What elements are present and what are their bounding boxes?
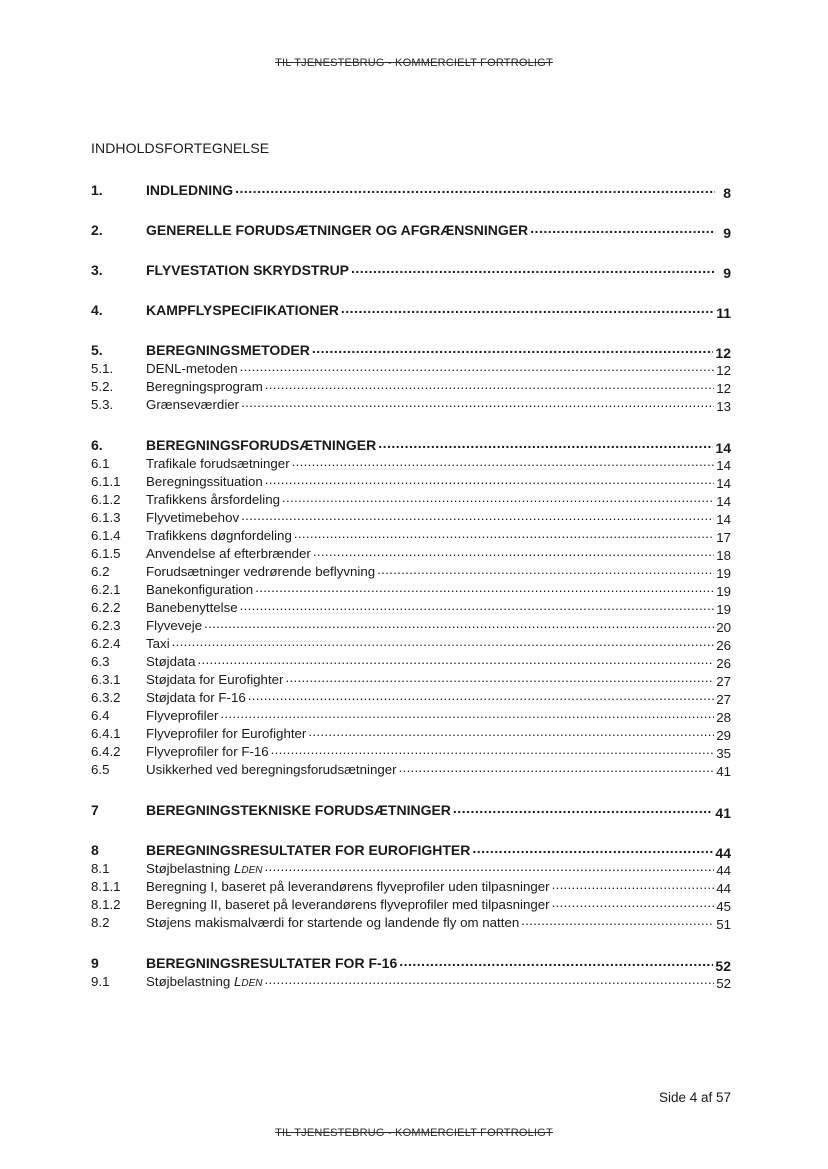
toc-subsection-number: 6.1.2 — [91, 492, 121, 507]
toc-subsection-page: 14 — [716, 512, 731, 527]
toc-subsection-label-text: Banebenyttelse — [146, 600, 238, 615]
toc-subsection-label-text: Beregning II, baseret på leverandørens flyveprofiler med tilpasninger — [146, 897, 550, 912]
toc-subsection-row[interactable] — [91, 396, 731, 414]
toc-subsection-label — [146, 707, 218, 725]
toc-section-number: 1. — [91, 182, 103, 198]
toc-subsection-symbol-subscript: DEN — [241, 978, 263, 989]
toc-leader-dots — [294, 525, 714, 543]
toc-subsection-label-text: Støjbelastning — [146, 861, 231, 876]
toc-subsection-number: 6.2 — [91, 564, 110, 579]
toc-subsection-label — [146, 653, 196, 671]
toc-subsection-label-text: Støjdata for Eurofighter — [146, 672, 284, 687]
toc-subsection-number: 6.2.3 — [91, 618, 121, 633]
toc-leader-dots — [255, 579, 714, 597]
toc-subsection-label-text: Anvendelse af efterbrænder — [146, 546, 311, 561]
toc-subsection-number: 6.2.4 — [91, 636, 121, 651]
toc-subsection-number: 8.1.1 — [91, 879, 121, 894]
toc-subsection-label — [146, 509, 239, 527]
toc-section-label: BEREGNINGSMETODER — [146, 342, 310, 358]
toc-subsection-page: 19 — [716, 584, 731, 599]
toc-subsection-number: 6.3 — [91, 654, 110, 669]
toc-section-number: 9 — [91, 955, 99, 971]
toc-subsection-label-text: Flyveprofiler — [146, 708, 219, 723]
toc-subsection-label — [146, 896, 550, 914]
toc-leader-dots — [341, 299, 714, 317]
toc-leader-dots — [377, 561, 714, 579]
toc-subsection-page: 51 — [716, 917, 731, 932]
toc-leader-dots — [265, 858, 715, 876]
toc-section-label: GENERELLE FORUDSÆTNINGER OG AFGRÆNSNINGER — [146, 222, 529, 238]
toc-subsection-symbol: L — [233, 861, 242, 876]
toc-section-page: 41 — [715, 805, 731, 821]
toc-subsection-number: 6.4.2 — [91, 744, 121, 759]
toc-leader-dots — [308, 723, 714, 741]
toc-subsection-number: 6.2.2 — [91, 600, 121, 615]
toc-subsection-row[interactable] — [91, 761, 731, 779]
toc-leader-dots — [220, 705, 714, 723]
toc-subsection-symbol-subscript: DEN — [241, 865, 263, 876]
toc-subsection-symbol: L — [233, 974, 242, 989]
toc-subsection-label — [146, 973, 263, 993]
toc-subsection-page: 27 — [716, 674, 731, 689]
toc-subsection-page: 35 — [716, 746, 731, 761]
toc-subsection-label-text: Støjdata — [146, 654, 196, 669]
toc-subsection-number: 6.4 — [91, 708, 110, 723]
toc-leader-dots — [198, 651, 715, 669]
toc-subsection-label — [146, 396, 239, 414]
toc-section-page: 14 — [715, 440, 731, 456]
toc-subsection-page: 14 — [716, 458, 731, 473]
toc-section-number: 6. — [91, 437, 103, 453]
toc-subsection-label-text: Forudsætninger vedrørende beflyvning — [146, 564, 376, 579]
toc-section-row[interactable] — [91, 841, 731, 859]
toc-section-row[interactable] — [91, 436, 731, 454]
toc-leader-dots — [292, 453, 715, 471]
toc-section-row[interactable] — [91, 801, 731, 819]
toc-section-page: 11 — [716, 305, 731, 321]
toc-subsection-page: 29 — [716, 728, 731, 743]
toc-leader-dots — [453, 799, 714, 817]
toc-subsection-page: 13 — [716, 399, 731, 414]
toc-leader-dots — [552, 894, 715, 912]
toc-subsection-number: 8.1.2 — [91, 897, 121, 912]
toc-leader-dots — [399, 759, 715, 777]
toc-subsection-number: 6.1.3 — [91, 510, 121, 525]
toc-subsection-row[interactable] — [91, 973, 731, 991]
toc-subsection-number: 8.2 — [91, 915, 110, 930]
toc-leader-dots — [472, 839, 713, 857]
toc-leader-dots — [172, 633, 715, 651]
toc-section-number: 5. — [91, 342, 103, 358]
toc-subsection-number: 5.2. — [91, 379, 114, 394]
toc-leader-dots — [265, 376, 714, 394]
toc-subsection-label — [146, 860, 263, 880]
toc-subsection-label-text: DENL-metoden — [146, 361, 238, 376]
toc-subsection-label-text: Flyveprofiler for Eurofighter — [146, 726, 307, 741]
classification-header: TIL TJENESTEBRUG - KOMMERCIELT FORTROLIGT — [275, 57, 553, 69]
toc-section-page: 52 — [715, 958, 731, 974]
toc-subsection-label-text: Beregning I, baseret på leverandørens flyveprofiler uden tilpasninger — [146, 879, 550, 894]
classification-footer: TIL TJENESTEBRUG - KOMMERCIELT FORTROLIGT — [275, 1127, 553, 1139]
toc-leader-dots — [240, 358, 715, 376]
toc-subsection-number: 6.3.1 — [91, 672, 121, 687]
toc-leader-dots — [351, 259, 715, 277]
toc-leader-dots — [241, 394, 714, 412]
toc-subsection-number: 6.2.1 — [91, 582, 121, 597]
toc-subsection-label-text: Trafikale forudsætninger — [146, 456, 290, 471]
toc-subsection-label — [146, 527, 292, 545]
toc-subsection-page: 44 — [716, 863, 731, 878]
toc-subsection-label-text: Grænseværdier — [146, 397, 240, 412]
toc-subsection-number: 9.1 — [91, 974, 110, 989]
toc-subsection-page: 44 — [716, 881, 731, 896]
toc-section-label: KAMPFLYSPECIFIKATIONER — [146, 302, 339, 318]
toc-subsection-page: 18 — [716, 548, 731, 563]
toc-subsection-label — [146, 545, 311, 563]
toc-section-number: 3. — [91, 262, 103, 278]
toc-section-label: BEREGNINGSRESULTATER FOR F-16 — [146, 955, 398, 971]
toc-section-page: 8 — [723, 185, 731, 201]
toc-section-label: BEREGNINGSFORUDSÆTNINGER — [146, 437, 377, 453]
toc-section-label: FLYVESTATION SKRYDSTRUP — [146, 262, 350, 278]
toc-section-row[interactable] — [91, 341, 731, 359]
toc-section-page: 9 — [723, 265, 731, 281]
table-of-contents — [91, 181, 731, 991]
toc-subsection-page: 45 — [716, 899, 731, 914]
page-number: Side 4 af 57 — [658, 1090, 731, 1105]
toc-leader-dots — [271, 741, 715, 759]
toc-section-number: 8 — [91, 842, 99, 858]
toc-subsection-number: 6.1.1 — [91, 474, 121, 489]
toc-leader-dots — [265, 971, 715, 989]
toc-subsection-number: 6.1.4 — [91, 528, 121, 543]
toc-subsection-page: 20 — [716, 620, 731, 635]
toc-section-row[interactable] — [91, 221, 731, 239]
toc-subsection-label-text: Støjens makismalværdi for startende og landende fly om natten — [146, 915, 520, 930]
toc-subsection-page: 41 — [716, 764, 731, 779]
toc-subsection-label-text: Støjdata for F-16 — [146, 690, 246, 705]
toc-leader-dots — [241, 507, 714, 525]
toc-subsection-page: 14 — [716, 494, 731, 509]
toc-subsection-row[interactable] — [91, 914, 731, 932]
toc-subsection-page: 14 — [716, 476, 731, 491]
toc-subsection-number: 6.1 — [91, 456, 110, 471]
toc-subsection-label-text: Trafikkens årsfordeling — [146, 492, 281, 507]
toc-subsection-label — [146, 914, 519, 932]
toc-title: INDHOLDSFORTEGNELSE — [91, 140, 270, 156]
toc-subsection-page: 52 — [716, 976, 731, 991]
toc-section-label: INDLEDNING — [146, 182, 234, 198]
toc-subsection-number: 6.4.1 — [91, 726, 121, 741]
toc-section-number: 7 — [91, 802, 99, 818]
toc-subsection-label — [146, 761, 397, 779]
toc-subsection-label-text: Taxi — [146, 636, 170, 651]
toc-leader-dots — [285, 669, 714, 687]
toc-subsection-number: 8.1 — [91, 861, 110, 876]
toc-section-page: 9 — [723, 225, 731, 241]
toc-subsection-number: 5.1. — [91, 361, 114, 376]
toc-leader-dots — [312, 339, 714, 357]
toc-subsection-label — [146, 878, 550, 896]
toc-subsection-label-text: Støjbelastning — [146, 974, 231, 989]
toc-subsection-label-text: Beregningsprogram — [146, 379, 263, 394]
toc-leader-dots — [282, 489, 714, 507]
toc-section-row[interactable] — [91, 261, 731, 279]
toc-subsection-label-text: Banekonfiguration — [146, 582, 254, 597]
toc-leader-dots — [378, 434, 713, 452]
toc-section-page: 12 — [715, 345, 731, 361]
toc-subsection-page: 19 — [716, 602, 731, 617]
toc-subsection-number: 5.3. — [91, 397, 114, 412]
toc-leader-dots — [530, 219, 715, 237]
toc-subsection-number: 6.5 — [91, 762, 110, 777]
toc-subsection-number: 6.3.2 — [91, 690, 121, 705]
toc-leader-dots — [265, 471, 714, 489]
toc-section-number: 2. — [91, 222, 103, 238]
toc-subsection-label-text: Flyveveje — [146, 618, 203, 633]
toc-leader-dots — [204, 615, 714, 633]
toc-subsection-label-text: Beregningssituation — [146, 474, 263, 489]
toc-section-row[interactable] — [91, 181, 731, 199]
toc-subsection-page: 28 — [716, 710, 731, 725]
toc-subsection-page: 26 — [716, 656, 731, 671]
toc-leader-dots — [552, 876, 715, 894]
toc-subsection-label-text: Flyvetimebehov — [146, 510, 240, 525]
toc-subsection-label-text: Flyveprofiler for F-16 — [146, 744, 269, 759]
toc-subsection-page: 12 — [716, 363, 731, 378]
toc-leader-dots — [399, 952, 713, 970]
toc-leader-dots — [521, 912, 714, 930]
toc-subsection-page: 12 — [716, 381, 731, 396]
toc-subsection-label — [146, 635, 170, 653]
toc-section-number: 4. — [91, 302, 103, 318]
toc-subsection-label-text: Trafikkens døgnfordeling — [146, 528, 292, 543]
toc-section-row[interactable] — [91, 301, 731, 319]
toc-subsection-number: 6.1.5 — [91, 546, 121, 561]
toc-subsection-label-text: Usikkerhed ved beregningsforudsætninger — [146, 762, 397, 777]
toc-section-label: BEREGNINGSTEKNISKE FORUDSÆTNINGER — [146, 802, 451, 818]
toc-subsection-page: 27 — [716, 692, 731, 707]
toc-section-label: BEREGNINGSRESULTATER FOR EUROFIGHTER — [146, 842, 471, 858]
toc-leader-dots — [248, 687, 714, 705]
toc-leader-dots — [240, 597, 715, 615]
toc-leader-dots — [313, 543, 714, 561]
toc-subsection-page: 19 — [716, 566, 731, 581]
toc-subsection-label — [146, 360, 238, 378]
toc-subsection-label — [146, 473, 263, 491]
toc-leader-dots — [235, 179, 715, 197]
toc-subsection-label — [146, 743, 269, 761]
toc-section-row[interactable] — [91, 954, 731, 972]
toc-subsection-page: 17 — [716, 530, 731, 545]
toc-section-page: 44 — [715, 845, 731, 861]
toc-subsection-label — [146, 581, 253, 599]
toc-subsection-page: 26 — [716, 638, 731, 653]
